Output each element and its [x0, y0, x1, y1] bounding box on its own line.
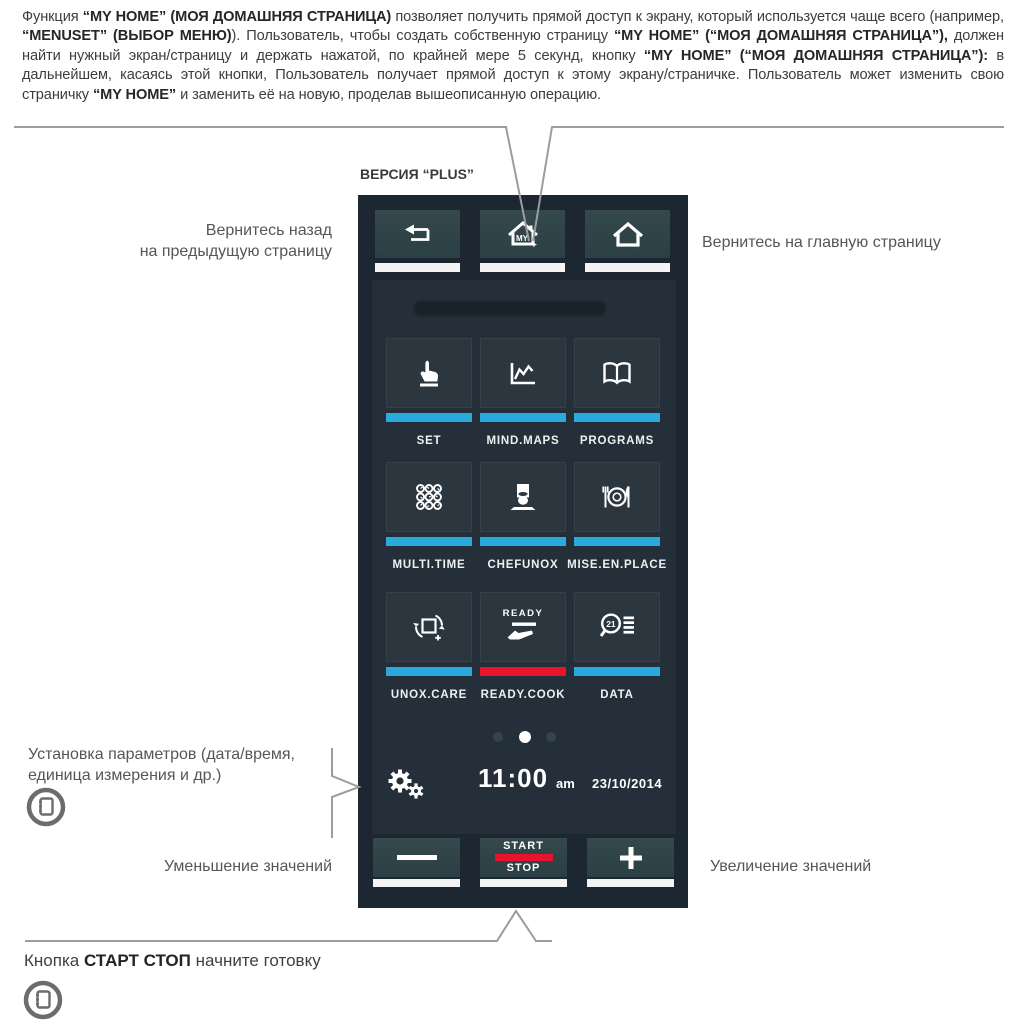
my-home-icon: [504, 217, 542, 251]
chef-icon: [506, 481, 540, 513]
data-21-label: 21: [606, 619, 616, 629]
tile-label: PROGRAMS: [579, 435, 655, 447]
back-button-underline: [375, 263, 460, 272]
intro-segment: должен найти нужный экран/страницу и держать нажатой, по крайней мере 5 секунд, кнопку: [22, 28, 1005, 64]
ready-word: READY: [502, 607, 544, 619]
tile-icon-box: [386, 338, 472, 408]
my-home-button-underline: [480, 263, 565, 272]
annotation-settings: [28, 744, 295, 786]
tile-icon-box: [480, 592, 566, 662]
tile-label: READY.COOK: [480, 689, 566, 701]
tile-programs[interactable]: [574, 338, 660, 447]
annotation-back-line2: на предыдущую страницу: [139, 243, 332, 260]
start-stop-red-bar: [495, 854, 553, 861]
version-label: ВЕРСИЯ “PLUS”: [360, 166, 474, 182]
gear-icon: [386, 767, 426, 799]
intro-segment-bold: “MY HOME” (“МОЯ ДОМАШНЯЯ СТРАНИЦА”):: [643, 47, 988, 64]
my-home-label: MY: [515, 234, 528, 243]
tile-mise-en-place[interactable]: [567, 462, 667, 571]
press-hand-icon: [413, 357, 445, 389]
tile-mind-maps[interactable]: [480, 338, 566, 447]
intro-segment: позволяет получить прямой доступ к экрану, который используется чаще всего (например,: [391, 9, 1004, 25]
intro-segment-bold: “MY HOME” (“МОЯ ДОМАШНЯЯ СТРАНИЦА”),: [613, 28, 948, 45]
tile-icon-box: [574, 592, 660, 662]
tile-multi-time[interactable]: [386, 462, 472, 571]
chart-icon: [506, 358, 540, 388]
annotation-increase: Увеличение значений: [710, 858, 872, 875]
manual-booklet-icon: [23, 980, 63, 1020]
tile-set[interactable]: [386, 338, 472, 447]
plate-cutlery-icon: [599, 481, 635, 513]
intro-segment: и заменить её на новую, проделав вышеописанную операцию.: [176, 86, 602, 103]
annotation-back-line1: Вернитесь назад: [205, 222, 332, 239]
care-refresh-icon: [411, 610, 447, 644]
start-stop-button-underline: [480, 879, 567, 887]
tile-underline: [574, 537, 660, 546]
tile-underline: [574, 413, 660, 422]
multi-clock-icon: [412, 480, 446, 514]
tile-underline: [480, 413, 566, 422]
tile-icon-box: [480, 338, 566, 408]
annotation-decrease: Уменьшение значений: [163, 858, 332, 875]
search-list-icon: [598, 611, 636, 643]
tile-ready-cook[interactable]: [480, 592, 566, 701]
caption-bold: СТАРТ СТОП: [83, 951, 191, 970]
stop-label: STOP: [506, 861, 541, 874]
start-stop-button[interactable]: [480, 838, 567, 877]
minus-button-underline: [373, 879, 460, 887]
intro-paragraph: [22, 8, 1004, 105]
tile-label: MIND.MAPS: [486, 435, 560, 447]
intro-segment: в дальнейшем, касаясь этой кнопки, Пользователь получает прямой доступ к этому экрану/страничке. Пользователь может изменить свою страничку: [22, 47, 1004, 103]
intro-segment: Функция: [22, 9, 83, 25]
settings-bracket-line: [332, 748, 359, 838]
start-stop-caption: [24, 951, 321, 971]
tile-icon-box: [574, 338, 660, 408]
tile-underline: [480, 537, 566, 546]
open-book-icon: [599, 358, 635, 388]
home-button[interactable]: [585, 210, 670, 258]
back-button[interactable]: [375, 210, 460, 258]
oven-touch-panel: [358, 195, 688, 908]
settings-gear-button[interactable]: [386, 767, 426, 799]
home-icon: [609, 217, 647, 251]
tile-label: MISE.EN.PLACE: [567, 559, 667, 571]
tile-data[interactable]: [574, 592, 660, 701]
annotation-settings-line2: единица измерения и др.): [28, 767, 222, 784]
tile-underline: [386, 667, 472, 676]
caption-prefix: Кнопка: [24, 951, 84, 970]
tile-label: MULTI.TIME: [392, 559, 466, 571]
annotation-settings-line1: Установка параметров (дата/время,: [28, 746, 295, 763]
tile-chefunox[interactable]: [480, 462, 566, 571]
intro-segment: ). Пользователь, чтобы создать собственную страницу: [231, 28, 614, 45]
home-button-underline: [585, 263, 670, 272]
minus-button[interactable]: [373, 838, 460, 877]
annotation-home: Вернитесь на главную страницу: [702, 234, 941, 251]
my-home-button[interactable]: [480, 210, 565, 258]
plus-button-underline: [587, 879, 674, 887]
tile-underline: [386, 537, 472, 546]
caption-suffix: начните готовку: [190, 951, 321, 970]
tile-underline: [574, 667, 660, 676]
manual-booklet-icon: [26, 787, 66, 827]
tile-icon-box: [480, 462, 566, 532]
tile-label: UNOX.CARE: [390, 689, 468, 701]
intro-segment-bold: “MENUSET” (ВЫБОР МЕНЮ): [22, 28, 232, 45]
clock-time[interactable]: 11:00: [478, 763, 549, 793]
start-stop-pointer-line: [25, 911, 552, 941]
back-arrow-icon: [401, 220, 435, 248]
tile-icon-box: [574, 462, 660, 532]
plus-button[interactable]: [587, 838, 674, 877]
pager-dots: [358, 731, 688, 743]
tile-underline: [480, 667, 566, 676]
intro-segment-bold: “MY HOME”: [92, 86, 177, 103]
tile-unox-care[interactable]: [386, 592, 472, 701]
tile-label: SET: [416, 435, 442, 447]
minus-icon: [397, 855, 437, 861]
pager-dot[interactable]: [546, 732, 556, 742]
start-label: START: [503, 840, 544, 853]
tile-label: DATA: [600, 689, 634, 701]
ready-hand-icon: [504, 621, 542, 647]
tile-icon-box: [386, 592, 472, 662]
tile-label: CHEFUNOX: [487, 559, 559, 571]
plus-icon: [617, 844, 645, 872]
tile-icon-box: [386, 462, 472, 532]
pager-dot[interactable]: [493, 732, 503, 742]
pager-dot-active[interactable]: [519, 731, 531, 743]
annotation-back: [60, 220, 332, 262]
clock-meridiem: am: [556, 776, 575, 791]
clock-date[interactable]: 23/10/2014: [592, 776, 663, 791]
intro-segment-bold: “MY HOME” (МОЯ ДОМАШНЯЯ СТРАНИЦА): [82, 9, 392, 25]
ghost-text-smudge: [414, 301, 606, 316]
tile-underline: [386, 413, 472, 422]
